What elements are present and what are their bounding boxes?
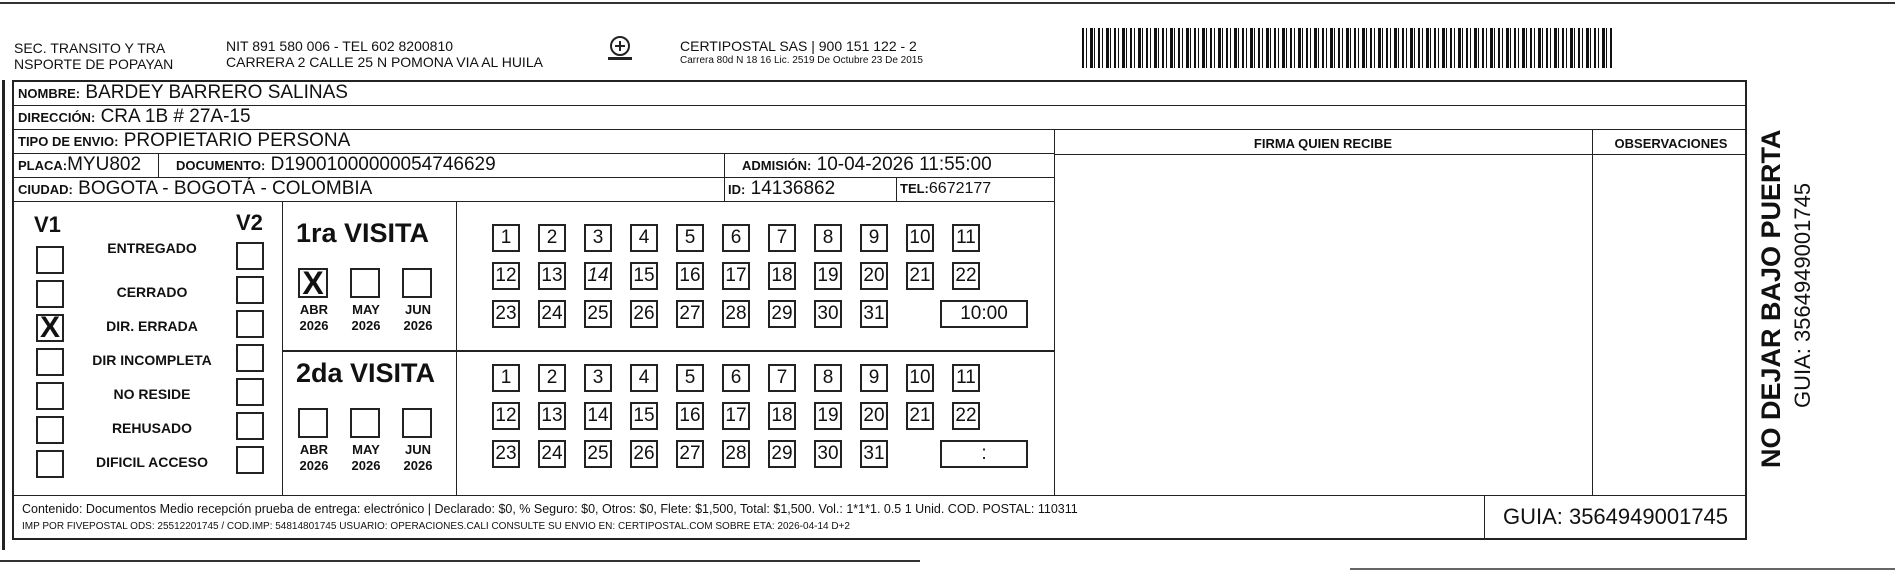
visit1-day-box[interactable]: 27 bbox=[676, 300, 704, 328]
visit2-day-box[interactable]: 10 bbox=[906, 364, 934, 392]
status-v1-checkbox[interactable] bbox=[36, 246, 64, 274]
tel-label: TEL: bbox=[900, 181, 929, 196]
status-label: DIR. ERRADA bbox=[106, 318, 198, 334]
tel-value: 6672177 bbox=[928, 180, 992, 197]
status-label: CERRADO bbox=[116, 284, 188, 300]
status-v1-checkbox[interactable] bbox=[36, 280, 64, 308]
ciudad-value: BOGOTA - BOGOTÁ - COLOMBIA bbox=[78, 178, 373, 199]
visit1-year-label: 2026 bbox=[403, 318, 433, 333]
visit1-day-box[interactable]: 20 bbox=[860, 262, 888, 290]
visit1-day-box[interactable]: 25 bbox=[584, 300, 612, 328]
visit1-day-box[interactable]: 10 bbox=[906, 224, 934, 252]
status-label: DIR INCOMPLETA bbox=[92, 352, 212, 368]
visit2-day-box[interactable]: 1 bbox=[492, 364, 520, 392]
visit2-year-label: 2026 bbox=[299, 458, 329, 473]
admision-value: 10-04-2026 11:55:00 bbox=[816, 154, 992, 175]
visit1-day-box[interactable]: 4 bbox=[630, 224, 658, 252]
visit2-day-box[interactable]: 19 bbox=[814, 402, 842, 430]
visit2-day-box[interactable]: 17 bbox=[722, 402, 750, 430]
visit1-day-box[interactable]: 18 bbox=[768, 262, 796, 290]
visit1-day-box[interactable]: 23 bbox=[492, 300, 520, 328]
visit1-day-box[interactable]: 21 bbox=[906, 262, 934, 290]
nit-block bbox=[226, 38, 543, 70]
footer-guia-box: GUIA: 3564949001745 bbox=[1502, 504, 1729, 529]
visit2-time-box[interactable]: : bbox=[940, 440, 1028, 468]
visit2-day-box[interactable]: 5 bbox=[676, 364, 704, 392]
status-v1-checkbox[interactable] bbox=[36, 450, 64, 478]
sender-line2: NSPORTE DE POPAYAN bbox=[14, 56, 174, 72]
visit1-day-box[interactable]: 16 bbox=[676, 262, 704, 290]
visit2-day-box[interactable]: 11 bbox=[952, 364, 980, 392]
visit1-title: 1ra VISITA bbox=[296, 218, 430, 248]
direccion-label: DIRECCIÓN: bbox=[18, 110, 96, 125]
visit2-day-box[interactable]: 8 bbox=[814, 364, 842, 392]
visit2-day-box[interactable]: 24 bbox=[538, 440, 566, 468]
bottom-edge-left bbox=[0, 560, 920, 562]
carrier-line: CERTIPOSTAL SAS | 900 151 122 - 2 bbox=[680, 38, 917, 54]
visit1-day-box[interactable]: 12 bbox=[492, 262, 520, 290]
id-value: 14136862 bbox=[750, 178, 836, 199]
visit1-day-box[interactable]: 11 bbox=[952, 224, 980, 252]
status-label: ENTREGADO bbox=[107, 240, 197, 256]
visit2-day-box[interactable]: 18 bbox=[768, 402, 796, 430]
visit2-day-box[interactable]: 23 bbox=[492, 440, 520, 468]
footer-imp-line: IMP POR FIVEPOSTAL ODS: 25512201745 / COD.IMP: 54814801745 USUARIO: OPERACIONES.CALI CONSULTE SU ENVIO EN: CERTIPOSTAL.COM SOBRE ETA: 2026-04-14 D+2 bbox=[22, 521, 850, 532]
visit1-day-box[interactable]: 15 bbox=[630, 262, 658, 290]
nombre-label: NOMBRE: bbox=[18, 86, 81, 101]
firma-label: FIRMA QUIEN RECIBE bbox=[1253, 136, 1393, 151]
side-no-dejar: NO DEJAR BAJO PUERTA bbox=[1756, 129, 1786, 468]
visit1-day-box[interactable]: 29 bbox=[768, 300, 796, 328]
visit2-day-box[interactable]: 21 bbox=[906, 402, 934, 430]
status-v2-checkbox[interactable] bbox=[236, 378, 264, 406]
visit1-month-checkbox[interactable]: X bbox=[298, 268, 328, 298]
visit1-day-box[interactable]: 14 bbox=[584, 262, 612, 290]
visit2-month-checkbox[interactable] bbox=[298, 408, 328, 438]
sender-line1: SEC. TRANSITO Y TRA bbox=[14, 40, 166, 56]
placa-label: PLACA: bbox=[18, 158, 68, 173]
visit1-month-label: JUN bbox=[404, 302, 431, 317]
visit1-day-box[interactable]: 5 bbox=[676, 224, 704, 252]
side-guia: GUIA: 3564949001745 bbox=[1790, 182, 1815, 408]
id-field bbox=[728, 178, 835, 201]
visit2-day-box[interactable]: 27 bbox=[676, 440, 704, 468]
visit1-day-box[interactable]: 8 bbox=[814, 224, 842, 252]
visit2-day-box[interactable]: 25 bbox=[584, 440, 612, 468]
visit2-year-label: 2026 bbox=[351, 458, 381, 473]
ciudad-field bbox=[18, 178, 372, 201]
visit1-day-box[interactable]: 9 bbox=[860, 224, 888, 252]
placa-row bbox=[14, 154, 1054, 178]
left-edge bbox=[2, 80, 5, 550]
visit1-month-checkbox[interactable] bbox=[350, 268, 380, 298]
documento-label: DOCUMENTO: bbox=[176, 158, 266, 173]
nombre-value: BARDEY BARRERO SALINAS bbox=[85, 82, 348, 103]
tipo-envio-value: PROPIETARIO PERSONA bbox=[123, 130, 351, 151]
visit2-month-label: ABR bbox=[299, 442, 329, 457]
status-v1-checkbox[interactable]: X bbox=[36, 314, 64, 342]
visit1-year-label: 2026 bbox=[351, 318, 381, 333]
tel-field bbox=[900, 178, 991, 200]
visit2-day-box[interactable]: 7 bbox=[768, 364, 796, 392]
visit2-day-box[interactable]: 16 bbox=[676, 402, 704, 430]
visit1-time-box[interactable]: 10:00 bbox=[940, 300, 1028, 328]
nombre-row bbox=[14, 82, 1745, 106]
visit2-day-box[interactable]: 4 bbox=[630, 364, 658, 392]
direccion-value: CRA 1B # 27A-15 bbox=[100, 106, 251, 127]
visit2-day-box[interactable]: 13 bbox=[538, 402, 566, 430]
visit1-month-label: MAY bbox=[352, 302, 380, 317]
visit2-day-box[interactable]: 2 bbox=[538, 364, 566, 392]
status-v2-checkbox[interactable] bbox=[236, 446, 264, 474]
status-v1-checkbox[interactable] bbox=[36, 348, 64, 376]
v1-label: V1 bbox=[34, 212, 61, 237]
address-line: CARRERA 2 CALLE 25 N POMONA VIA AL HUILA bbox=[226, 54, 543, 70]
visit1-month-checkbox[interactable] bbox=[402, 268, 432, 298]
bottom-edge-right bbox=[1350, 568, 1895, 570]
status-label: REHUSADO bbox=[111, 420, 193, 436]
status-v1-checkbox[interactable] bbox=[36, 382, 64, 410]
barcode bbox=[1082, 28, 1612, 68]
visit2-day-box[interactable]: 29 bbox=[768, 440, 796, 468]
visit2-day-box[interactable]: 22 bbox=[952, 402, 980, 430]
carrier-logo-icon bbox=[606, 34, 634, 62]
visit1-day-box[interactable]: 17 bbox=[722, 262, 750, 290]
visit1-month-label: ABR bbox=[299, 302, 329, 317]
visit1-day-box[interactable]: 30 bbox=[814, 300, 842, 328]
visit1-day-box[interactable]: 6 bbox=[722, 224, 750, 252]
visit2-day-box[interactable]: 30 bbox=[814, 440, 842, 468]
visit2-day-box[interactable]: 14 bbox=[584, 402, 612, 430]
visit2-day-box[interactable]: 12 bbox=[492, 402, 520, 430]
footer-contenido: Contenido: Documentos Medio recepción prueba de entrega: electrónico | Declarado: $0, % Seguro: $0, Otros: $0, Flete: $1,500, Total: $1,500. Vol.: 1*1*1. 0.5 1 Unid. COD. POSTAL: 110311 bbox=[22, 502, 1078, 516]
visit1-day-box[interactable]: 1 bbox=[492, 224, 520, 252]
ciudad-row bbox=[14, 178, 1054, 202]
visit1-day-box[interactable]: 19 bbox=[814, 262, 842, 290]
visit2-day-box[interactable]: 9 bbox=[860, 364, 888, 392]
visit1-day-box[interactable]: 28 bbox=[722, 300, 750, 328]
tipo-envio-label: TIPO DE ENVIO: bbox=[18, 134, 119, 149]
status-label: DIFICIL ACCESO bbox=[95, 454, 208, 470]
tipo-envio-row bbox=[14, 130, 1054, 154]
visit1-day-box[interactable]: 31 bbox=[860, 300, 888, 328]
ciudad-label: CIUDAD: bbox=[18, 182, 73, 197]
status-v2-checkbox[interactable] bbox=[236, 412, 264, 440]
documento-field bbox=[176, 154, 496, 177]
status-v2-checkbox[interactable] bbox=[236, 310, 264, 338]
visit2-day-box[interactable]: 26 bbox=[630, 440, 658, 468]
admision-label: ADMISIÓN: bbox=[742, 158, 812, 173]
visit1-day-box[interactable]: 26 bbox=[630, 300, 658, 328]
visit2-day-box[interactable]: 3 bbox=[584, 364, 612, 392]
visit1-day-box[interactable]: 3 bbox=[584, 224, 612, 252]
visit2-day-box[interactable]: 15 bbox=[630, 402, 658, 430]
id-label: ID: bbox=[728, 182, 746, 197]
visit2-title: 2da VISITA bbox=[296, 358, 436, 388]
top-edge bbox=[0, 2, 1895, 4]
visit2-year-label: 2026 bbox=[403, 458, 433, 473]
visit1-day-box[interactable]: 22 bbox=[952, 262, 980, 290]
visit2-month-checkbox[interactable] bbox=[350, 408, 380, 438]
visit1-day-box[interactable]: 13 bbox=[538, 262, 566, 290]
carrier-block bbox=[680, 38, 923, 67]
placa-value: MYU802 bbox=[67, 154, 142, 175]
observaciones-label: OBSERVACIONES bbox=[1614, 136, 1728, 151]
nit-line: NIT 891 580 006 - TEL 602 8200810 bbox=[226, 38, 454, 54]
carrier-address: Carrera 80d N 18 16 Lic. 2519 De Octubre 23 De 2015 bbox=[680, 55, 923, 66]
v2-label: V2 bbox=[236, 210, 263, 235]
admision-field bbox=[742, 154, 992, 177]
status-v2-checkbox[interactable] bbox=[236, 242, 264, 270]
visit2-day-box[interactable]: 31 bbox=[860, 440, 888, 468]
sender-block bbox=[14, 40, 173, 72]
visit2-day-box[interactable]: 6 bbox=[722, 364, 750, 392]
direccion-row bbox=[14, 106, 1745, 130]
visit2-month-checkbox[interactable] bbox=[402, 408, 432, 438]
status-v1-checkbox[interactable] bbox=[36, 416, 64, 444]
visit2-month-label: MAY bbox=[352, 442, 380, 457]
visit2-month-label: JUN bbox=[404, 442, 431, 457]
visit2-day-box[interactable]: 20 bbox=[860, 402, 888, 430]
documento-value: D19001000000054746629 bbox=[270, 154, 496, 175]
placa-field bbox=[18, 154, 141, 177]
visit1-year-label: 2026 bbox=[299, 318, 329, 333]
status-v2-checkbox[interactable] bbox=[236, 344, 264, 372]
visit1-day-box[interactable]: 24 bbox=[538, 300, 566, 328]
visit1-day-box[interactable]: 7 bbox=[768, 224, 796, 252]
status-v2-checkbox[interactable] bbox=[236, 276, 264, 304]
visit1-day-box[interactable]: 2 bbox=[538, 224, 566, 252]
status-label: NO RESIDE bbox=[113, 386, 191, 402]
visit2-day-box[interactable]: 28 bbox=[722, 440, 750, 468]
